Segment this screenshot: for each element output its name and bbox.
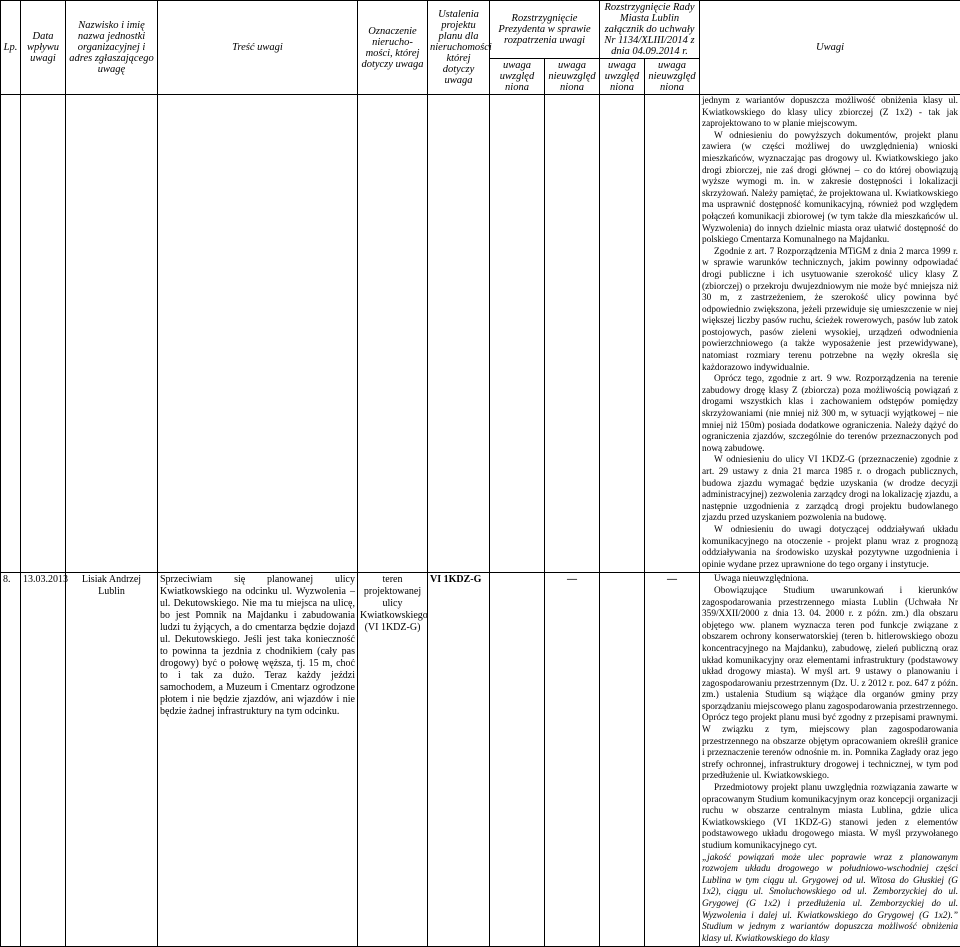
header-lp: Lp. <box>1 1 21 95</box>
header-rejected-council: uwaga nieuwzględ niona <box>645 59 700 95</box>
header-president-group: Rozstrzygnięcie Prezydenta w sprawie rozpatrzenia uwagi <box>490 1 600 59</box>
remark-paragraph: Uwaga nieuwzględniona. <box>702 574 958 586</box>
remark-paragraph: W odniesieniu do powyższych dokumentów, projekt planu zawiera (w części możliwej do uwzględnienia) wnioski mieszkańców, wyznaczając pas drogowy ul. Kwiatkowskiego jako drogi zbiorczej, nie zaś drogi głównej – co do której obowiązują wyższe wymogi m. in. w zakresie dostępności i lokalizacji skrzyżowań. Należy pamiętać, że projektowana ul. Kwiatkowskiego ma usprawnić dostępność komunikacyjną, również pod względem połączeń komunikacji zbiorowej (w tym także dla mieszkańców ul. Wyzwolenia) do innych dzielnic miasta oraz ułatwić dostępność do polskiego Cmentarza Komunalnego na Majdanku. <box>702 131 958 247</box>
row-content: Sprzeciwiam się planowanej ulicy Kwiatkowskiego na odcinku ul. Wyzwolenia – ul. Dekutowskiego. Nie ma tu miejsca na ulicę, bo jest Pomnik na Majdanku i zabudowania ludzi tu żyjących, a do cmentarza będzie dojazd ul. Dekutowskiego. Jeśli jest taka konieczność to powinna ta jezdnia z chodnikiem (cały pas drogowy) być o połowę węższa, tj. 15 m, choć to i tak za dużo. Teraz każdy jeździ samochodem, a Muzeum i Cmentarz ogrodzone płotem i nie będzie zjazdów, ani wjazdów i nie będzie żadnej infrastruktury na tym odcinku. <box>158 573 358 947</box>
header-date: Data wpływu uwagi <box>21 1 66 95</box>
remark-paragraph: „jakość powiązań może ulec poprawie wraz z planowanym rozwojem układu drogowego w południowo-wschodniej części Lublina w tym ciągu ul. Grygowej od ul. Witosa do Głuskiej (G 1x2), ciągu ul. Smoluchowskiego od ul. Zemborzyckiej do ul. Grygowej (G 1x2) i przedłużenia ul. Zemborzyckiej do ul. Wyzwolenia i dalej ul. Kwiatkowskiego do Grygowej (G 1x2).” Studium w jednym z wariantów dopuszcza możliwość obniżenia klasy ul. Kwiatkowskiego do klasy <box>702 853 958 946</box>
header-remarks: Uwagi <box>700 1 960 95</box>
row-name: Lisiak Andrzej Lublin <box>66 573 158 947</box>
header-content: Treść uwagi <box>158 1 358 95</box>
header-accepted-council: uwaga uwzględ niona <box>600 59 645 95</box>
header-rejected: uwaga nieuwzględ niona <box>545 59 600 95</box>
remark-paragraph: Zgodnie z art. 7 Rozporządzenia MTiGM z dnia 2 marca 1999 r. w sprawie warunków technicznych, jakim powinny odpowiadać drogi publiczne i ich usytuowanie szerokość ulicy klasy Z (zbiorczej) o przekroju dwujezdniowym nie może być mniejsza niż 30 m, z zastrzeżeniem, że szerokość ulicy powinna być odpowiednio zwiększona, jeżeli przewiduje się umieszczenie w niej większej liczby pasów ruchu, ścieżek rowerowych, pasów lub zatok postojowych, pasów zieleni wysokiej, urządzeń odwodnienia powierzchniowego (a także wyposażenie jest przewidywane), natomiast rozmiary terenu potrzebne na węzły określa się każdorazowo indywidualnie. <box>702 247 958 375</box>
remark-paragraph: Przedmiotowy projekt planu uwzględnia rozwiązania zawarte w opracowanym Studium komunikacyjnym oraz koncepcji organizacji ruchu w obszarze centralnym miasta Lublina, gdzie ulica Kwiatkowskiego (VI 1KDZ-G) stanowi jeden z elementów podstawowego układu drogowego miasta. W myśl przywołanego studium komunikacyjnego cyt. <box>702 783 958 853</box>
header-council-group: Rozstrzygnięcie Rady Miasta Lublin załącznik do uchwały Nr 1134/XLIII/2014 z dnia 04.09.2014 r. <box>600 1 700 59</box>
header-name: Nazwisko i imię nazwa jednostki organizacyjnej i adres zgłaszającego uwagę <box>66 1 158 95</box>
header-accepted: uwaga uwzględ niona <box>490 59 545 95</box>
row-property: teren projektowanej ulicy Kwiatkowskiego (VI 1KDZ-G) <box>358 573 428 947</box>
remark-paragraph: W odniesieniu do uwagi dotyczącej oddziaływań układu komunikacyjnego na otoczenie - projekt planu wraz z prognozą oddziaływania na środowisko uzyskał pozytywne uzgodnienia i opinie wydane przez uprawnione do tego organy i instytucje. <box>702 525 958 571</box>
table-header-row <box>1 1 960 59</box>
row-lp: 8. <box>1 573 21 947</box>
row-date: 13.03.2013 <box>21 573 66 947</box>
remark-paragraph: Obowiązujące Studium uwarunkowań i kierunków zagospodarowania przestrzennego miasta Lublin (Uchwała Nr 359/XXII/2000 z dnia 13. 04. 2000 r. z późn. zm.) dla obszaru objętego ww. planem wyznacza teren pod funkcje związane z obszarem ochrony konserwatorskiej (teren b. hitlerowskiego obozu koncentracyjnego na Majdanku), zabudowę, zieleń publiczną oraz układ komunikacyjny oraz elementami infrastruktury (podstawowy układ drogowy miasta). W myśl art. 9 ustawy o planowaniu i zagospodarowaniu przestrzennym (Dz. U. z 2012 r. poz. 647 z późn. zm.) ustalenia Studium są wiążące dla organów gminy przy sporządzaniu miejscowego planu zagospodarowania przestrzennego. Oprócz tego projekt planu musi być zgodny z przepisami prawnymi. W związku z tym, miejscowy plan zagospodarowania przestrzennego na obszarze objętym opracowaniem określił granice i przeznaczenie terenów odnośnie m. in. Pomnika Zagłady oraz jego strefy ochronnej, infrastruktury drogowej i technicznej, w tym pod przedłużenie ul. Kwiatkowskiego. <box>702 586 958 783</box>
remark-paragraph: jednym z wariantów dopuszcza możliwość obniżenia klasy ul. Kwiatkowskiego do klasy ulicy zbiorczej (Z 1x2) - tak jak zaprojektowano to w planie miejscowym. <box>702 96 958 131</box>
row-rejected-council-dash: — <box>645 573 700 947</box>
header-plan: Ustalenia projektu planu dla nieruchomości której dotyczy uwaga <box>428 1 490 95</box>
remark-paragraph: W odniesieniu do ulicy VI 1KDZ-G (przeznaczenie) zgodnie z art. 29 ustawy z dnia 21 marca 1985 r. o drogach publicznych, budowa zjazdu wymagać będzie uzyskania (w drodze decyzji administracyjnej) zezwolenia zarządcy drogi na lokalizację zjazdu, a następnie uzgodnienia z zarządcą drogi projektu budowlanego zjazdu przed uzyskaniem pozwolenia na budowę. <box>702 455 958 525</box>
remark-paragraph: Oprócz tego, zgodnie z art. 9 ww. Rozporządzenia na terenie zabudowy drogę klasy Z (zbiorcza) poza możliwością powiązań z drogami wszystkich klas i zachowaniem odstępów pomiędzy skrzyżowaniami (nie mniej niż 300 m, w sytuacji wyjątkowej – nie mniej niż 150m) posiada dodatkowe ograniczenia. Należy dążyć do ograniczenia zjazdów, szczególnie do terenów przeznaczonych pod nową zabudowę. <box>702 374 958 455</box>
row-rejected-dash: — <box>545 573 600 947</box>
header-property: Oznaczenie nierucho-mości, której dotyczy uwaga <box>358 1 428 95</box>
table-row-previous <box>1 95 960 573</box>
remarks-cell-row-8 <box>700 573 960 947</box>
row-plan: VI 1KDZ-G <box>428 573 490 947</box>
table-row-8 <box>1 573 960 947</box>
remarks-cell-previous <box>700 95 960 573</box>
